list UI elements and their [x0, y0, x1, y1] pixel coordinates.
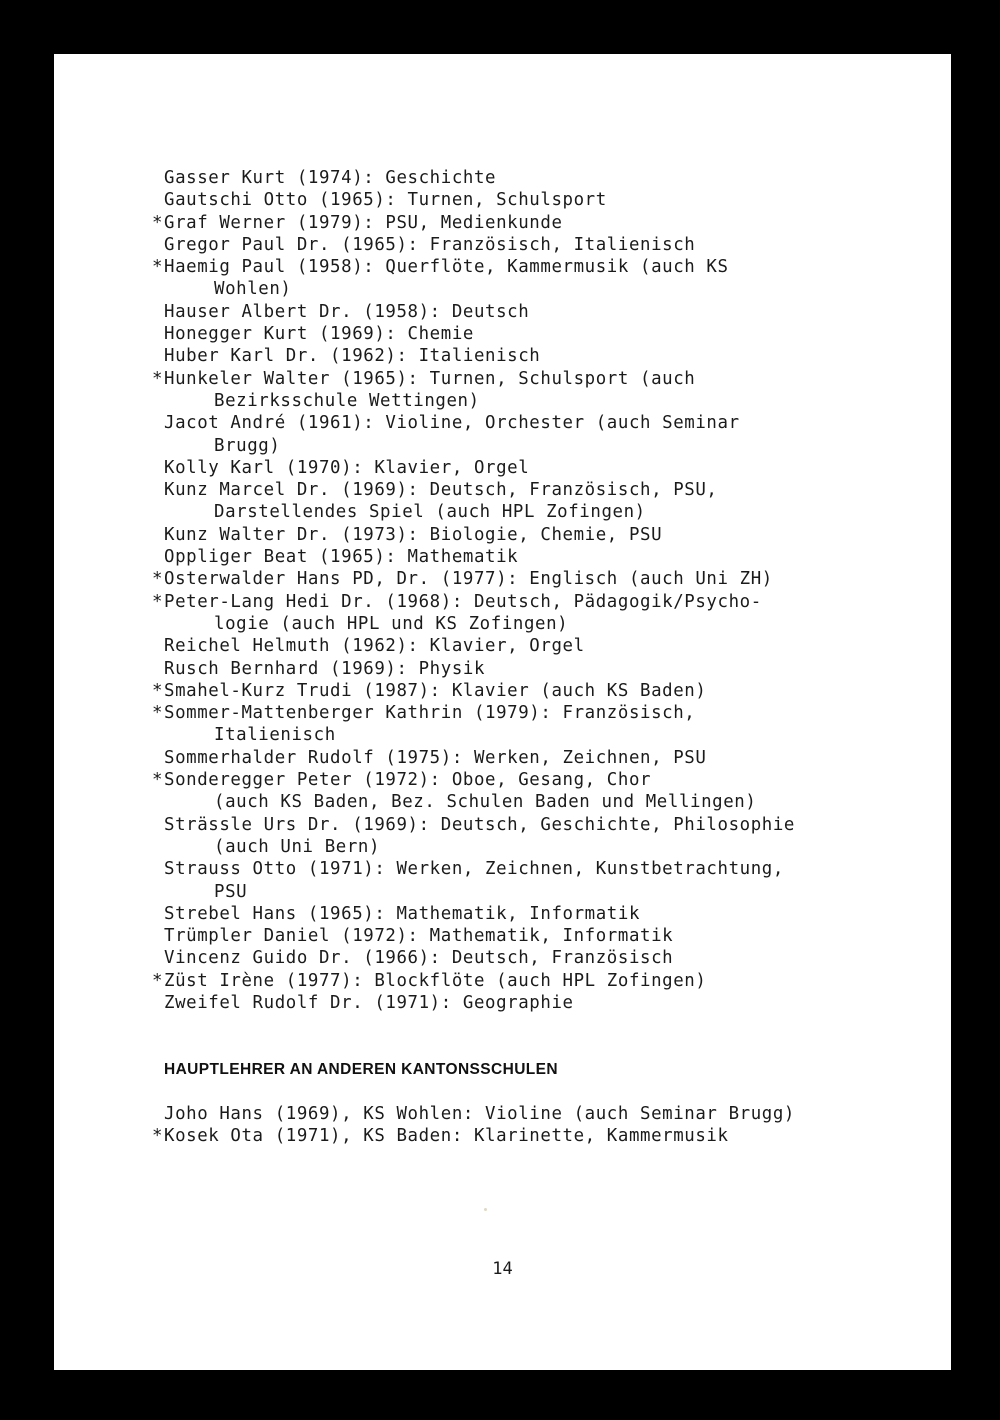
teacher-entry — [152, 546, 942, 568]
asterisk-marker: * — [152, 257, 164, 278]
teacher-entry — [152, 747, 942, 769]
teacher-entry — [152, 858, 942, 903]
entry-text: Kosek Ota (1971), KS Baden: Klarinette, Kammermusik — [164, 1126, 729, 1147]
entry-text: Vincenz Guido Dr. (1966): Deutsch, Französisch — [164, 948, 674, 969]
page-number: 14 — [492, 1259, 513, 1279]
teacher-entry — [152, 1125, 942, 1147]
asterisk-marker: * — [152, 970, 164, 991]
teacher-entry — [152, 769, 942, 814]
asterisk-marker: * — [152, 1126, 164, 1147]
entry-text: Gasser Kurt (1974): Geschichte — [164, 168, 497, 188]
entry-continuation: PSU — [214, 881, 248, 902]
teacher-entry — [152, 457, 942, 479]
entry-text: Haemig Paul (1958): Querflöte, Kammermusik (auch KS — [164, 257, 729, 278]
entry-text: Oppliger Beat (1965): Mathematik — [164, 547, 519, 568]
entry-text: Honegger Kurt (1969): Chemie — [164, 324, 474, 345]
entry-continuation: Brugg) — [214, 435, 281, 456]
teacher-entry — [152, 635, 942, 657]
entry-text: Kunz Walter Dr. (1973): Biologie, Chemie, PSU — [164, 524, 663, 545]
teacher-entry — [152, 189, 942, 211]
asterisk-marker: * — [152, 212, 164, 233]
teacher-entry — [152, 814, 942, 859]
entry-text: Züst Irène (1977): Blockflöte (auch HPL Zofingen) — [164, 970, 707, 991]
teacher-entry — [152, 412, 942, 457]
entry-text: Rusch Bernhard (1969): Physik — [164, 658, 486, 679]
entry-text: Sonderegger Peter (1972): Oboe, Gesang, Chor — [164, 770, 652, 791]
entry-text: Joho Hans (1969), KS Wohlen: Violine (auch Seminar Brugg) — [164, 1104, 795, 1124]
teacher-entry — [152, 947, 942, 969]
teacher-entry — [152, 212, 942, 234]
teacher-entry — [152, 992, 942, 1014]
teacher-entry — [152, 301, 942, 323]
teacher-entry — [152, 323, 942, 345]
entry-text: Strauss Otto (1971): Werken, Zeichnen, Kunstbetrachtung, — [164, 859, 784, 880]
entry-continuation: Bezirksschule Wettingen) — [214, 390, 480, 411]
teacher-entry — [152, 256, 942, 301]
entry-text: Huber Karl Dr. (1962): Italienisch — [164, 346, 541, 367]
other-teacher-list — [152, 1103, 942, 1148]
entry-text: Reichel Helmuth (1962): Klavier, Orgel — [164, 636, 585, 657]
teacher-entry — [152, 368, 942, 413]
asterisk-marker: * — [152, 591, 164, 612]
entry-text: Jacot André (1961): Violine, Orchester (auch Seminar — [164, 413, 740, 434]
entry-text: Hunkeler Walter (1965): Turnen, Schulsport (auch — [164, 368, 696, 389]
teacher-entry — [152, 568, 942, 590]
teacher-entry — [152, 903, 942, 925]
entry-continuation: Wohlen) — [214, 279, 292, 300]
asterisk-marker: * — [152, 569, 164, 590]
entry-text: Smahel-Kurz Trudi (1987): Klavier (auch KS Baden) — [164, 680, 707, 701]
asterisk-marker: * — [152, 703, 164, 724]
teacher-entry — [152, 524, 942, 546]
entry-text: Zweifel Rudolf Dr. (1971): Geographie — [164, 992, 574, 1013]
entry-text: Gautschi Otto (1965): Turnen, Schulsport — [164, 190, 607, 211]
entry-text: Osterwalder Hans PD, Dr. (1977): Englisch (auch Uni ZH) — [164, 569, 773, 590]
entry-continuation: Italienisch — [214, 725, 336, 746]
teacher-entry — [152, 167, 942, 189]
entry-text: Sommerhalder Rudolf (1975): Werken, Zeichnen, PSU — [164, 747, 707, 768]
entry-text: Trümpler Daniel (1972): Mathematik, Informatik — [164, 926, 674, 947]
entry-text: Graf Werner (1979): PSU, Medienkunde — [164, 212, 563, 233]
teacher-entry — [152, 591, 942, 636]
section-heading: HAUPTLEHRER AN ANDEREN KANTONSSCHULEN — [164, 1061, 558, 1078]
entry-text: Gregor Paul Dr. (1965): Französisch, Italienisch — [164, 234, 696, 255]
document-page — [54, 54, 951, 1370]
teacher-entry — [152, 1103, 942, 1125]
entry-continuation: (auch KS Baden, Bez. Schulen Baden und Mellingen) — [214, 792, 757, 813]
paper-speck — [484, 1208, 487, 1211]
teacher-entry — [152, 970, 942, 992]
entry-continuation: (auch Uni Bern) — [214, 836, 381, 857]
asterisk-marker: * — [152, 368, 164, 389]
entry-text: Strässle Urs Dr. (1969): Deutsch, Geschichte, Philosophie — [164, 814, 795, 835]
entry-text: Kolly Karl (1970): Klavier, Orgel — [164, 457, 530, 478]
teacher-entry — [152, 680, 942, 702]
asterisk-marker: * — [152, 770, 164, 791]
entry-text: Hauser Albert Dr. (1958): Deutsch — [164, 301, 530, 322]
teacher-entry — [152, 479, 942, 524]
teacher-list — [152, 167, 942, 1014]
teacher-entry — [152, 345, 942, 367]
entry-text: Kunz Marcel Dr. (1969): Deutsch, Französisch, PSU, — [164, 480, 718, 501]
entry-continuation: logie (auch HPL und KS Zofingen) — [214, 613, 569, 634]
teacher-entry — [152, 702, 942, 747]
entry-text: Strebel Hans (1965): Mathematik, Informatik — [164, 903, 641, 924]
entry-text: Sommer-Mattenberger Kathrin (1979): Französisch, — [164, 703, 696, 724]
teacher-entry — [152, 234, 942, 256]
asterisk-marker: * — [152, 680, 164, 701]
entry-continuation: Darstellendes Spiel (auch HPL Zofingen) — [214, 502, 646, 523]
teacher-entry — [152, 925, 942, 947]
entry-text: Peter-Lang Hedi Dr. (1968): Deutsch, Pädagogik/Psycho- — [164, 591, 762, 612]
teacher-entry — [152, 658, 942, 680]
